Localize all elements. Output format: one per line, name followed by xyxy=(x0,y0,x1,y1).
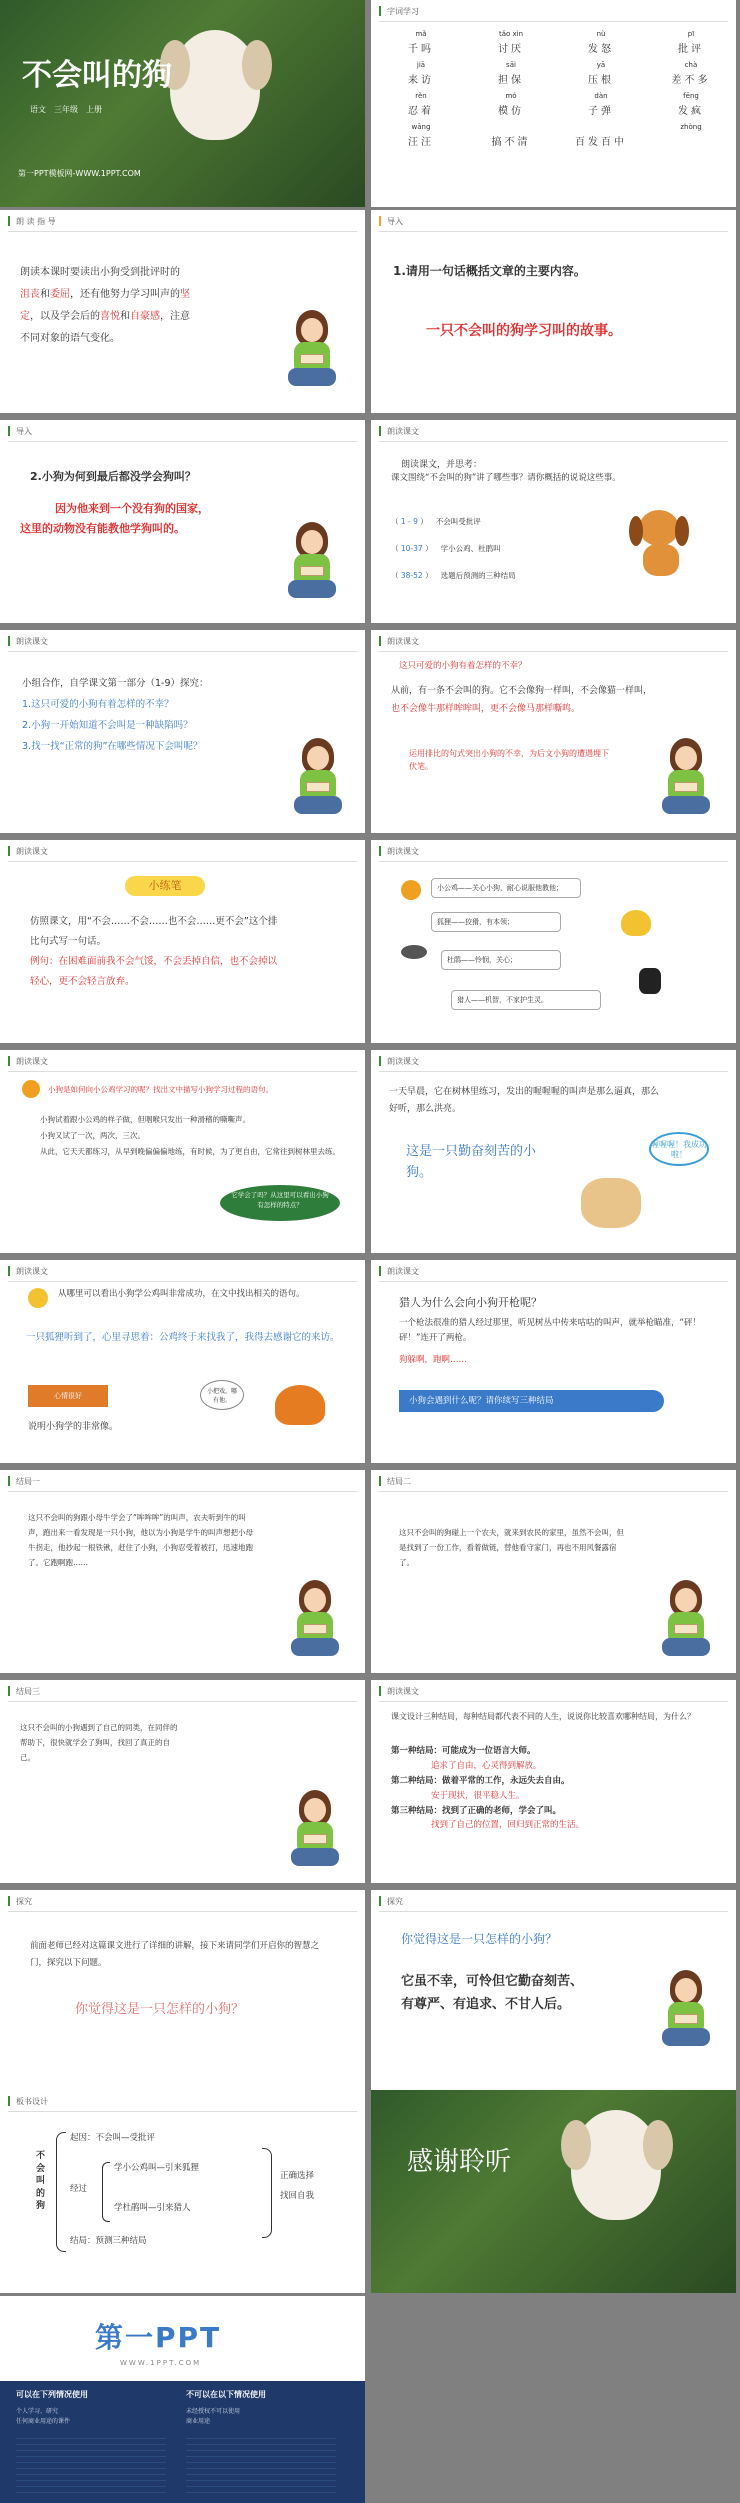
conclusion: 这是一只勤奋刻苦的小狗。 xyxy=(406,1144,537,1180)
slide-header: 结局一 xyxy=(0,1470,365,1492)
passage: 小狗试着跟小公鸡的样子做，但咽喉只发出一种滑稽的嘶嘶声。 小狗又试了一次，两次，三次。 从此，它天天都练习，从早到晚偏偏偏地练，有时候，为了更自由，它常往到树林里去练。 xyxy=(40,1115,340,1156)
note-rooster: 小公鸡——关心小狗，耐心说服他教他； xyxy=(431,878,581,898)
instruction: 朗读课文，并思考： xyxy=(401,460,483,470)
slide-hunter xyxy=(371,1260,736,1463)
word-hanzi: 千吗 xyxy=(408,44,434,55)
slide-endings-discussion xyxy=(371,1680,736,1883)
passage-2: 狗躲啊，跑啊…… xyxy=(399,1355,468,1365)
questions: 小组合作，自学课文第一部分（1-9）探究： 1.这只可爱的小狗有着怎样的不幸？ 2.小狗一开始知道不会叫是一种缺陷吗？ 3.找一找“正常的狗”在哪些情况下会叫呢？ xyxy=(22,678,209,752)
slide-read-text-2 xyxy=(0,630,365,833)
word-item xyxy=(481,92,541,117)
instruction-2: 课文围绕“不会叫的狗”讲了哪些事？请你概括的说说这些事。 xyxy=(391,473,621,483)
word-hanzi: 压根 xyxy=(588,75,614,86)
slide-characters xyxy=(371,840,736,1043)
endings-list: 第一种结局：可能成为一位语言大师。 追求了自由，心灵得到解放。 第二种结局：做着平常的工作，永远失去自由。 安于现状，很平稳人生。 第三种结局：找到了正确的老师，学会了叫。 找到了自己的位置，回归到正常的生活。 xyxy=(391,1746,585,1831)
slide-header: 朗读课文 xyxy=(371,630,736,652)
word-pinyin: mǎ xyxy=(415,30,427,38)
prompt: 前面老师已经对这篇课文进行了详细的讲解，接下来请同学们开启你的智慧之门，探究以下问题。 xyxy=(30,1941,320,1968)
board-right-2: 找回自我 xyxy=(280,2191,315,2201)
section-title: 不会叫受批评 xyxy=(435,517,481,526)
slide-header: 探究 xyxy=(371,1890,736,1912)
ending-text: 这只不会叫的狗碰上一个农夫，就来到农民的家里，虽然不会叫，但是找到了一份工作，看着做链，替他看守家门，再也不用风餐露宿了。 xyxy=(399,1528,624,1567)
word-item xyxy=(481,123,541,148)
note-cuckoo: 杜鹃——怜悯，关心； xyxy=(441,950,561,970)
slide-read-text-3 xyxy=(371,630,736,833)
word-pinyin: wāng xyxy=(411,123,431,131)
girl-reading-illustration xyxy=(656,1580,716,1658)
slide-header: 朗读课文 xyxy=(0,630,365,652)
ending-text: 这只不会叫的狗跟小母牛学会了“哞哞哞”的叫声，农夫听到牛的叫声，跑出来一看发现是一只小狗，他以为小狗是学牛的叫声想把小母牛拐走，他抄起一根铁锹，赶住了小狗，小狗忍受着被打，迅速地跑了。它跑啊跑…… xyxy=(28,1513,253,1567)
slide-header: 朗读课文 xyxy=(0,1050,365,1072)
thanks-title: 感谢聆听 xyxy=(407,2147,512,2177)
board-right-1: 正确选择 xyxy=(280,2171,315,2181)
slide-intro-1 xyxy=(371,210,736,413)
comment: 运用排比的句式突出小狗的不幸，为后文小狗的遭遇埋下伏笔。 xyxy=(409,749,609,771)
answer-line-2: 这里的动物没有能教他学狗叫的。 xyxy=(20,522,185,535)
slide-read-text-1 xyxy=(371,420,736,623)
girl-reading-illustration xyxy=(285,1790,345,1868)
word-pinyin: fēng xyxy=(683,92,699,100)
slide-header: 结局二 xyxy=(371,1470,736,1492)
guide-text: 朗读本课时要读出小狗受到批评时的 沮丧和委屈，还有他努力学习叫声的坚 定，以及学会后的喜悦和自豪感，注意 不同对象的语气变化。 xyxy=(20,267,190,344)
brace-right xyxy=(262,2148,272,2238)
cover-subtitle: 语文 三年级 上册 xyxy=(30,105,102,114)
slide-header: 朗读课文 xyxy=(0,840,365,862)
word-hanzi: 搞不清 xyxy=(491,137,531,148)
word-item xyxy=(661,30,721,55)
slide-header: 朗读课文 xyxy=(371,420,736,442)
word-pinyin: jiā xyxy=(416,61,426,69)
links-block-right xyxy=(186,2433,336,2495)
question: 猎人为什么会向小狗开枪呢？ xyxy=(399,1296,542,1309)
slide-header: 板书设计 xyxy=(0,2090,365,2112)
word-item xyxy=(481,30,541,55)
fox-bubble: 小把戏，哪有他。 xyxy=(200,1380,244,1410)
fox-icon xyxy=(275,1385,325,1425)
section-range: 10-37 xyxy=(400,544,423,553)
slide-explore-2 xyxy=(371,1890,736,2093)
word-hanzi: 来访 xyxy=(408,75,434,86)
question: 2.小狗为何到最后都没学会狗叫？ xyxy=(30,470,196,483)
passage: 一天早晨，它在树林里练习，发出的喔喔喔的叫声是那么逼真，那么 好听，那么洪亮。 xyxy=(389,1087,660,1115)
slide-board-design xyxy=(0,2090,365,2293)
word-pinyin: sāi xyxy=(506,61,516,69)
word-pinyin: rěn xyxy=(415,92,427,100)
question: 从哪里可以看出小狗学公鸡叫非常成功，在文中找出相关的语句。 xyxy=(58,1289,305,1299)
word-item xyxy=(571,61,631,86)
word-pinyin: dàn xyxy=(594,92,608,100)
thought-bubble: 它学会了吗？从这里可以看出小狗有怎样的特点？ xyxy=(220,1185,340,1221)
girl-reading-illustration xyxy=(288,738,348,816)
disallowed-list: 未经授权不可以使用 商业用途 xyxy=(186,2408,241,2425)
passage: 一只狐狸听到了，心里寻思着：公鸡终于来找我了，我得去感谢它的来访。 xyxy=(26,1332,340,1343)
word-item xyxy=(661,123,721,148)
bird-icon xyxy=(401,945,427,959)
slide-success xyxy=(371,1050,736,1253)
question: 这只可爱的小狗有着怎样的不幸？ xyxy=(399,661,527,671)
allowed-heading: 可以在下列情况使用 xyxy=(16,2390,88,2399)
footer-logo: 第一PPT xyxy=(95,2321,222,2354)
word-hanzi: 差不多 xyxy=(671,75,711,86)
word-pinyin: tǎo xìn xyxy=(498,30,524,38)
continue-banner: 小狗会遇到什么呢？请你续写三种结局 xyxy=(399,1390,664,1412)
girl-reading-illustration xyxy=(282,310,342,388)
word-item xyxy=(661,92,721,117)
word-item xyxy=(571,92,631,117)
question: 小狗是如何向小公鸡学习的呢？找出文中描写小狗学习过程的语句。 xyxy=(48,1085,273,1094)
slide-intro-2 xyxy=(0,420,365,623)
section-item: （ 38-52 ） 选题后预测的三种结局 xyxy=(391,571,516,580)
speech-bubble: 喔喔喔！我成功啦！ xyxy=(649,1132,709,1166)
section-title: 选题后预测的三种结局 xyxy=(440,571,516,580)
word-hanzi: 忍着 xyxy=(408,106,434,117)
slide-explore-1 xyxy=(0,1890,365,2093)
word-pinyin: chà xyxy=(684,61,698,69)
note-hunter: 猎人——机智，不家护生灵。 xyxy=(451,990,601,1010)
word-hanzi: 发怒 xyxy=(588,44,614,55)
dog-cartoon-icon xyxy=(581,1178,641,1228)
girl-reading-illustration xyxy=(285,1580,345,1658)
word-hanzi: 百发百中 xyxy=(575,137,627,148)
word-item xyxy=(661,61,721,86)
word-row xyxy=(391,30,721,55)
footer-info-slide xyxy=(0,2296,365,2503)
word-pinyin xyxy=(481,123,541,133)
word-pinyin: yā xyxy=(596,61,606,69)
board-cause: 起因：不会叫—受批评 xyxy=(70,2133,156,2143)
section-title: 学小公鸡、杜鹃叫 xyxy=(440,544,501,553)
word-row xyxy=(391,123,721,148)
section-item: （ 10-37 ） 学小公鸡、杜鹃叫 xyxy=(391,544,501,553)
thanks-photo xyxy=(371,2090,736,2293)
girl-reading-illustration xyxy=(282,522,342,600)
cover-site: 第一PPT模板网-WWW.1PPT.COM xyxy=(18,169,141,178)
answer-line-1: 因为他来到一个没有狗的国家， xyxy=(55,502,209,515)
slide-ending-3 xyxy=(0,1680,365,1883)
word-item xyxy=(571,123,631,148)
word-pinyin: nù xyxy=(596,30,606,38)
disallowed-heading: 不可以在以下情况使用 xyxy=(186,2390,266,2399)
word-row xyxy=(391,61,721,86)
word-row xyxy=(391,92,721,117)
slide-ending-2 xyxy=(371,1470,736,1673)
question: 你觉得这是一只怎样的小狗？ xyxy=(75,2002,245,2017)
conclusion: 说明小狗学的非常像。 xyxy=(28,1422,119,1432)
slide-header: 朗读课文 xyxy=(371,1680,736,1702)
slide-header: 字词学习 xyxy=(371,0,736,22)
slide-writing-practice xyxy=(0,840,365,1043)
thanks-slide xyxy=(371,2090,736,2293)
section-range: 1 - 9 xyxy=(400,517,418,526)
word-hanzi: 批评 xyxy=(678,44,704,55)
board-result: 结局：预测三种结局 xyxy=(70,2236,147,2246)
chick-icon xyxy=(621,910,651,936)
word-hanzi: 担保 xyxy=(498,75,524,86)
practice-tag: 小练笔 xyxy=(125,876,205,896)
prompt: 课文设计三种结局，每种结局都代表不同的人生，说说你比较喜欢哪种结局，为什么？ xyxy=(391,1712,695,1721)
word-hanzi: 讨厌 xyxy=(498,44,524,55)
slide-header: 朗读课文 xyxy=(371,1260,736,1282)
word-item xyxy=(391,30,451,55)
brace-left xyxy=(56,2132,66,2252)
question: 你觉得这是一只怎样的小狗？ xyxy=(401,1932,558,1946)
board-side-title: 不会叫的狗 xyxy=(36,2151,46,2212)
mood-box: 心情很好 xyxy=(28,1385,108,1407)
footer-url: WWW.1PPT.COM xyxy=(120,2359,202,2367)
slide-header: 结局三 xyxy=(0,1680,365,1702)
word-item xyxy=(481,61,541,86)
slide-fox xyxy=(0,1260,365,1463)
allowed-list: 个人学习、研究 任何商业用途的课件 xyxy=(16,2408,71,2425)
word-pinyin: pī xyxy=(687,30,695,38)
hunter-icon xyxy=(639,968,661,994)
section-list xyxy=(391,516,516,597)
cover-title: 不会叫的狗 xyxy=(22,58,172,93)
slide-header: 导入 xyxy=(371,210,736,232)
word-item xyxy=(391,92,451,117)
word-hanzi: 汪汪 xyxy=(408,137,434,148)
passage: 一个枪法很准的猎人经过那里，听见树丛中传来咕咕的叫声，就举枪瞄准，“砰！砰！”连开了两枪。 xyxy=(399,1318,701,1344)
practice-text: 仿照课文，用“不会……不会……也不会……更不会”这个排 比句式写一句话。 例句：在困难面前我不会气馁，不会丢掉自信，也不会掉以 轻心，更不会轻言放弃。 xyxy=(30,916,278,987)
girl-reading-illustration xyxy=(656,1970,716,2048)
cover-slide xyxy=(0,0,365,207)
answer: 一只不会叫的狗学习叫的故事。 xyxy=(426,323,622,339)
slide-header: 朗读课文 xyxy=(371,840,736,862)
word-pinyin: zhòng xyxy=(680,123,702,131)
word-item xyxy=(391,123,451,148)
word-item xyxy=(391,61,451,86)
words-slide xyxy=(371,0,736,207)
slide-header: 朗读课文 xyxy=(371,1050,736,1072)
slide-header: 导入 xyxy=(0,420,365,442)
word-hanzi: 发疯 xyxy=(678,106,704,117)
passage: 从前，有一条不会叫的狗。它不会像狗一样叫，不会像猫一样叫， 也不会像牛那样哞哞叫，更不会像马那样嘶鸣。 xyxy=(391,686,653,714)
word-item xyxy=(571,30,631,55)
slide-header: 朗读课文 xyxy=(0,1260,365,1282)
slide-header: 探究 xyxy=(0,1890,365,1912)
word-hanzi: 子弹 xyxy=(588,106,614,117)
section-item: （ 1 - 9 ） 不会叫受批评 xyxy=(391,517,481,526)
girl-reading-illustration xyxy=(656,738,716,816)
answer: 它虽不幸，可怜但它勤奋刻苦、 有尊严、有追求、不甘人后。 xyxy=(401,1974,584,2013)
chick-icon xyxy=(28,1288,48,1308)
slide-header: 朗 读 指 导 xyxy=(0,210,365,232)
section-range: 38-52 xyxy=(400,571,423,580)
ending-text: 这只不会叫的小狗遇到了自己的同类，在同伴的帮助下，很快就学会了狗叫，找回了真正的自己。 xyxy=(20,1723,178,1762)
board-step-2: 学杜鹃叫—引来猎人 xyxy=(114,2203,191,2213)
slide-ending-1 xyxy=(0,1470,365,1673)
word-pinyin: mó xyxy=(505,92,517,100)
word-hanzi: 模仿 xyxy=(498,106,524,117)
rooster-icon xyxy=(22,1080,40,1098)
cartoon-dog-illustration xyxy=(629,510,691,580)
slide-reading-guide xyxy=(0,210,365,413)
slide-learning-rooster xyxy=(0,1050,365,1253)
footer-panel xyxy=(0,2381,365,2503)
board-step-1: 学小公鸡叫—引来狐狸 xyxy=(114,2163,200,2173)
brace-middle xyxy=(102,2162,110,2222)
rooster-icon xyxy=(401,880,421,900)
word-pinyin xyxy=(571,123,631,133)
links-block-left xyxy=(16,2433,166,2495)
word-grid xyxy=(391,30,721,154)
note-fox: 狐狸——狡猾，有本领； xyxy=(431,912,561,932)
board-process: 经过 xyxy=(70,2184,88,2194)
question: 1.请用一句话概括文章的主要内容。 xyxy=(393,264,586,278)
